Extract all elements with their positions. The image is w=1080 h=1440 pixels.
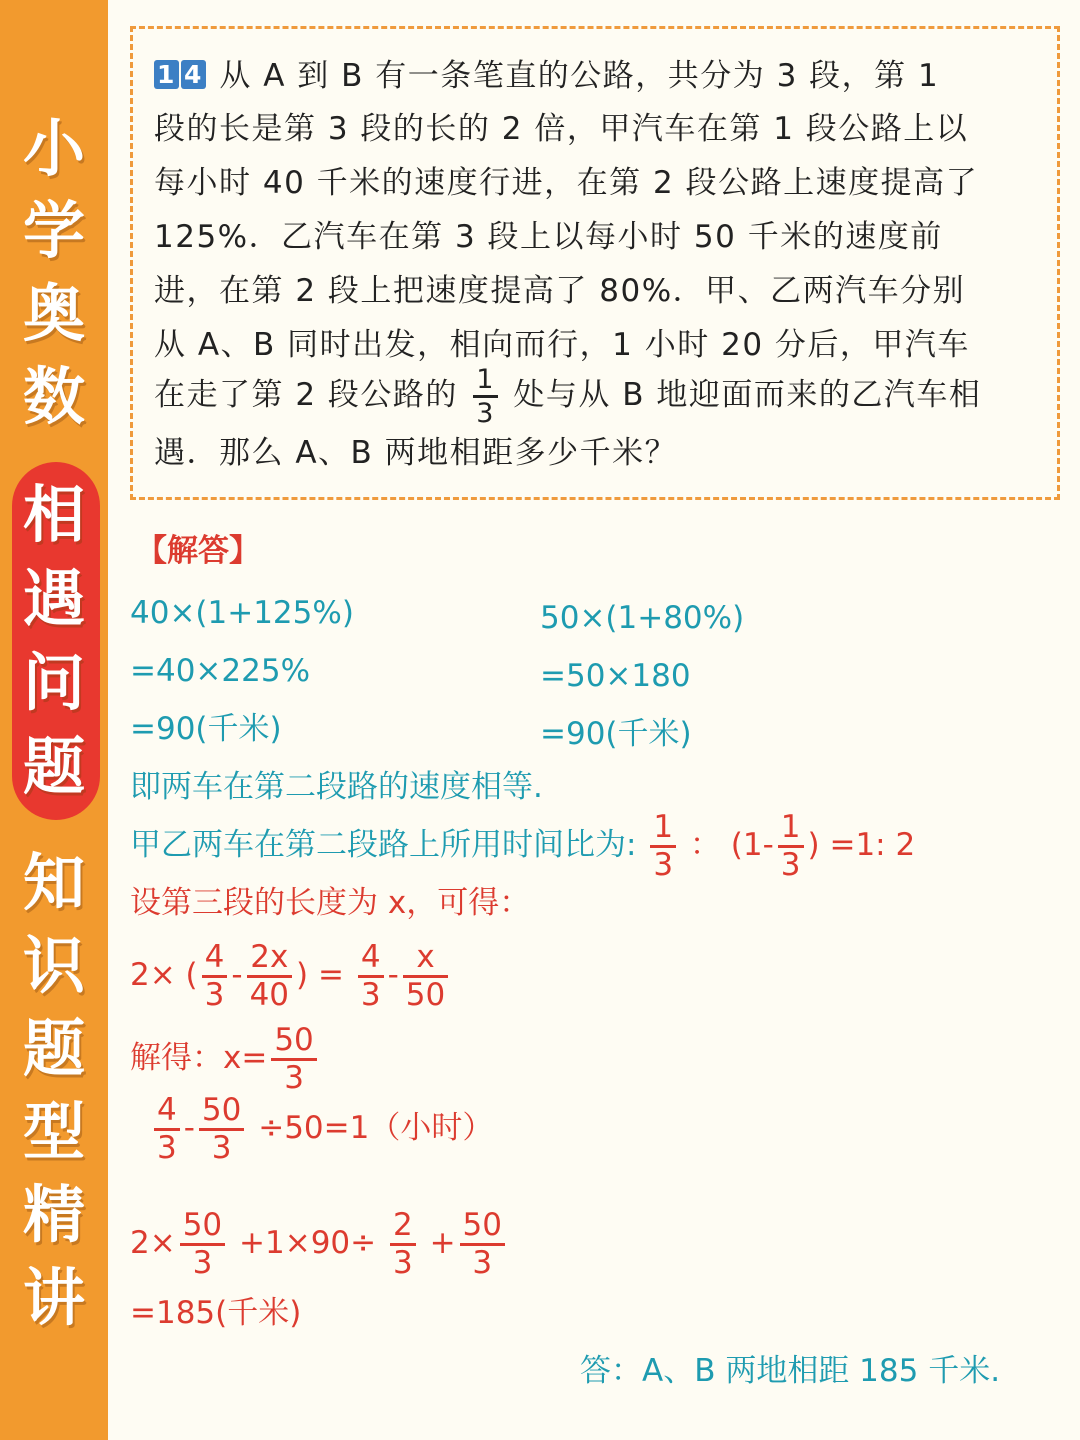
calc-line: 50×(1+80%) bbox=[540, 600, 745, 636]
fraction-denominator: 3 bbox=[360, 977, 381, 1013]
fraction-numerator: 50 bbox=[271, 1025, 316, 1061]
problem-text: 从 A、B 同时出发，相向而行，1 小时 20 分后，甲汽车 bbox=[154, 327, 970, 363]
fraction-denominator: 40 bbox=[249, 977, 290, 1013]
fraction-denominator: 3 bbox=[653, 847, 674, 883]
fraction-numerator: 4 bbox=[202, 942, 228, 978]
problem-text: 遇．那么 A、B 两地相距多少千米？ bbox=[154, 435, 678, 471]
time-ratio-label: 甲乙两车在第二段路上所用时间比为: bbox=[130, 827, 637, 863]
calc-line: 40×(1+125%) bbox=[130, 595, 354, 631]
equation-close: ) bbox=[296, 957, 309, 993]
minus-sign: - bbox=[183, 1110, 195, 1146]
fraction-numerator: 2x bbox=[247, 942, 292, 978]
problem-text: 125%．乙汽车在第 3 段上以每小时 50 千米的速度前 bbox=[154, 219, 943, 255]
calc-line: =40×225% bbox=[130, 653, 311, 689]
sidebar-title-char: 学 bbox=[22, 194, 85, 267]
fraction-one-third bbox=[778, 809, 804, 883]
fraction-one-third bbox=[473, 366, 498, 427]
fraction-numerator: 50 bbox=[199, 1095, 244, 1131]
subtitle-char: 题 bbox=[22, 1012, 85, 1085]
ratio-open: (1- bbox=[730, 827, 774, 863]
solve-line bbox=[130, 1022, 321, 1096]
sidebar-title-char: 奥 bbox=[22, 277, 85, 350]
equals-sign: = bbox=[318, 957, 344, 993]
calc-line: =90(千米) bbox=[540, 716, 692, 752]
fraction-denominator: 3 bbox=[211, 1130, 232, 1166]
fraction-denominator: 3 bbox=[157, 1130, 177, 1166]
solve-label: 解得：x= bbox=[130, 1040, 268, 1076]
fraction-numerator: 1 bbox=[778, 812, 804, 848]
calc-line: =50×180 bbox=[540, 658, 691, 694]
calc-line: =90(千米) bbox=[130, 711, 282, 747]
problem-number-digit: 1 bbox=[154, 60, 179, 89]
fraction-denominator: 3 bbox=[192, 1245, 213, 1281]
fraction-fifty-thirds bbox=[180, 1207, 225, 1281]
plus-sign: + bbox=[429, 1225, 456, 1261]
total-prefix: 2× bbox=[130, 1225, 176, 1261]
fraction-2x-over-40 bbox=[247, 939, 292, 1013]
fraction-denominator: 3 bbox=[204, 977, 225, 1013]
fraction-numerator: x bbox=[403, 942, 448, 978]
fraction-denominator: 3 bbox=[284, 1060, 304, 1096]
subtitle-char: 精 bbox=[22, 1178, 85, 1251]
sidebar-title-char: 小 bbox=[22, 112, 85, 185]
fraction-four-thirds bbox=[358, 939, 384, 1013]
time-line bbox=[150, 1092, 494, 1166]
fraction-denominator: 3 bbox=[780, 847, 801, 883]
fraction-two-thirds bbox=[390, 1207, 416, 1281]
fraction-numerator: 1 bbox=[650, 812, 676, 848]
ratio-colon: ： bbox=[689, 827, 721, 863]
fraction-fifty-thirds bbox=[460, 1207, 505, 1281]
topic-char: 遇 bbox=[22, 562, 85, 635]
subtitle-char: 讲 bbox=[22, 1261, 85, 1334]
problem-number-digit: 4 bbox=[181, 60, 206, 89]
fraction-numerator: 4 bbox=[154, 1095, 180, 1131]
fraction-numerator: 2 bbox=[390, 1210, 416, 1246]
problem-box bbox=[130, 26, 1060, 500]
total-line bbox=[130, 1207, 509, 1281]
total-middle: +1×90÷ bbox=[239, 1225, 377, 1261]
fraction-four-thirds bbox=[154, 1092, 180, 1166]
problem-text: 每小时 40 千米的速度行进，在第 2 段公路上速度提高了 bbox=[154, 165, 979, 201]
fraction-fifty-thirds bbox=[271, 1022, 316, 1096]
minus-sign: - bbox=[387, 957, 399, 993]
solution-heading: 【解答】 bbox=[136, 533, 260, 569]
problem-text: 进，在第 2 段上把速度提高了 80%．甲、乙两汽车分别 bbox=[154, 273, 966, 309]
total-result: =185(千米) bbox=[130, 1295, 302, 1331]
fraction-numerator: 50 bbox=[180, 1210, 225, 1246]
equation-prefix: 2× ( bbox=[130, 957, 198, 993]
equation-line bbox=[130, 939, 452, 1013]
fraction-denominator: 3 bbox=[472, 1245, 493, 1281]
ratio-close: ) bbox=[807, 827, 820, 863]
topic-char: 相 bbox=[22, 478, 85, 551]
time-ratio-line bbox=[130, 809, 916, 883]
time-result: ÷50=1（小时） bbox=[258, 1110, 494, 1146]
subtitle-char: 知 bbox=[22, 846, 85, 919]
final-answer: 答：A、B 两地相距 185 千米. bbox=[580, 1353, 1001, 1389]
problem-text: 从 A 到 B 有一条笔直的公路，共分为 3 段，第 1 bbox=[219, 58, 940, 94]
fraction-denominator: 50 bbox=[405, 977, 446, 1013]
subtitle-char: 型 bbox=[22, 1095, 85, 1168]
fraction-four-thirds bbox=[202, 939, 228, 1013]
problem-text: 在走了第 2 段公路的 bbox=[154, 377, 458, 413]
fraction-numerator: 1 bbox=[473, 366, 498, 398]
fraction-denominator: 3 bbox=[392, 1245, 413, 1281]
problem-line bbox=[154, 366, 981, 427]
problem-text: 段的长是第 3 段的长的 2 倍，甲汽车在第 1 段公路上以 bbox=[154, 111, 969, 147]
fraction-numerator: 4 bbox=[358, 942, 384, 978]
fraction-denominator: 3 bbox=[476, 398, 495, 429]
minus-sign: - bbox=[231, 957, 243, 993]
speed-equal-note: 即两车在第二段路的速度相等. bbox=[130, 769, 543, 805]
setup-line: 设第三段的长度为 x，可得： bbox=[130, 885, 531, 921]
topic-char: 题 bbox=[22, 730, 85, 803]
sidebar-title-char: 数 bbox=[22, 360, 85, 433]
sidebar-banner bbox=[0, 0, 108, 1440]
problem-text: 处与从 B 地迎面而来的乙汽车相 bbox=[513, 377, 982, 413]
fraction-x-over-50 bbox=[403, 939, 448, 1013]
fraction-one-third bbox=[650, 809, 676, 883]
problem-line bbox=[154, 60, 939, 92]
ratio-result: =1: 2 bbox=[829, 827, 916, 863]
fraction-numerator: 50 bbox=[460, 1210, 505, 1246]
fraction-fifty-thirds bbox=[199, 1092, 244, 1166]
topic-char: 问 bbox=[22, 646, 85, 719]
subtitle-char: 识 bbox=[22, 929, 85, 1002]
